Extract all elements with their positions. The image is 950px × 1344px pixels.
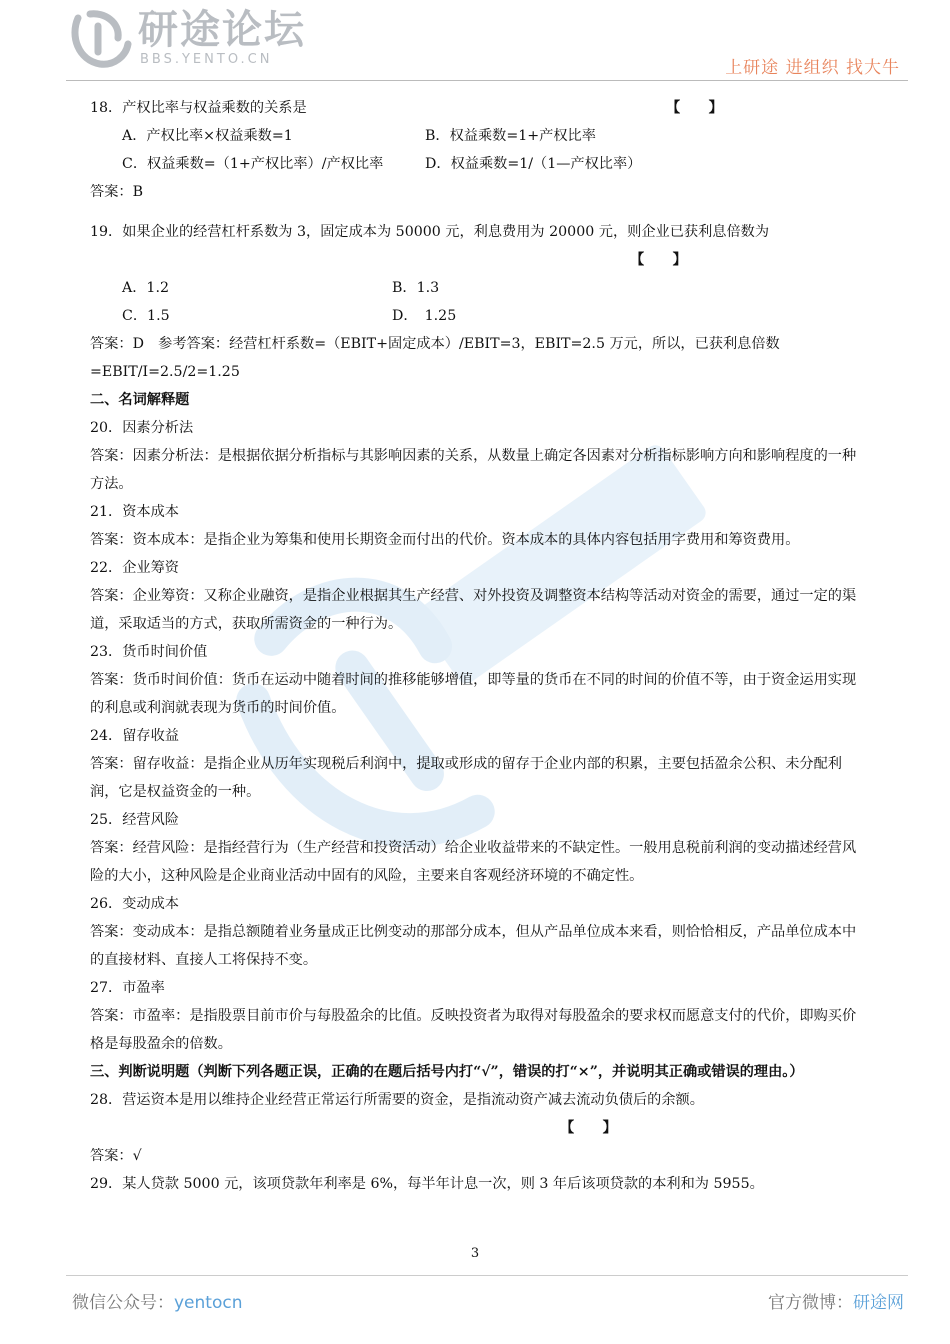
option-b: B．权益乘数=1+产权比率 [425,128,596,144]
term-answer: 答案：因素分析法：是根据依据分析指标与其影响因素的关系，从数量上确定各因素对分析指标影响方向和影响程度的一种方法。 [90,448,857,492]
question-19-options-cd [90,302,860,330]
question-19-answer-line1: 答案：D 参考答案：经营杠杆系数=（EBIT+固定成本）/EBIT=3，EBIT=2.5 万元，所以，已获利息倍数 [90,336,780,352]
logo-subtitle: BBS.YENTO.CN [140,52,273,67]
question-28-bracket: 【 】 [560,1120,617,1136]
term-answer: 答案：市盈率：是指股票目前市价与每股盈余的比值。反映投资者为取得对每股盈余的要求权而愿意支付的代价，即购买价格是每股盈余的倍数。 [90,1008,857,1052]
term-title: 23．货币时间价值 [90,644,208,660]
page-number: 3 [470,1246,480,1261]
term-title: 26．变动成本 [90,896,179,912]
wechat-account: yentocn [174,1293,243,1313]
term-title: 21．资本成本 [90,504,179,520]
wechat-label: 微信公众号： [72,1293,174,1313]
term-answer: 答案：货币时间价值：货币在运动中随着时间的推移能够增值，即等量的货币在不同的时间的价值不等，由于资金运用实现的利息或利润就表现为货币的时间价值。 [90,672,857,716]
question-19-bracket-row [90,246,860,274]
header-slogan: 上研途 进组织 找大牛 [725,58,900,78]
section-2-heading: 二、名词解释题 [90,392,190,408]
option-c: C．权益乘数=（1+产权比率）/产权比率 [122,156,384,172]
question-18-options-cd [90,150,860,178]
weibo-account: 研途网 [853,1293,904,1313]
term-title: 25．经营风险 [90,812,179,828]
question-18-stem [90,94,860,122]
question-19-options-ab [90,274,860,302]
question-28-bracket-row [90,1114,860,1142]
term-title: 27．市盈率 [90,980,165,996]
term-title: 24．留存收益 [90,728,179,744]
question-18-options-ab [90,122,860,150]
logo-title: 研途论坛 [138,7,306,53]
question-19-bracket: 【 】 [630,252,687,268]
option-c: C．1.5 [122,308,170,324]
question-18-answer: 答案：B [90,184,143,200]
option-d: D．权益乘数=1/（1—产权比率） [425,156,642,172]
question-19-answer-line2: =EBIT/I=2.5/2=1.25 [90,364,240,380]
term-answer: 答案：经营风险：是指经营行为（生产经营和投资活动）给企业收益带来的不缺定性。一般用息税前利润的变动描述经营风险的大小，这种风险是企业商业活动中固有的风险，主要来自客观经济环境的不确定性。 [90,840,857,884]
term-answer: 答案：变动成本：是指总额随着业务量成正比例变动的那部分成本，但从产品单位成本来看，则恰恰相反，产品单位成本中的直接材料、直接人工将保持不变。 [90,924,857,968]
document-body [90,94,860,1198]
question-29-stem: 29．某人贷款 5000 元，该项贷款年利率是 6%，每半年计息一次，则 3 年后该项贷款的本利和为 5955。 [90,1176,764,1192]
option-a: A．1.2 [122,280,169,296]
header-divider [66,80,908,81]
question-19-stem: 19．如果企业的经营杠杆系数为 3，固定成本为 50000 元，利息费用为 20000 元，则企业已获利息倍数为 [90,224,770,240]
question-28-answer: 答案：√ [90,1148,142,1164]
term-answer: 答案：资本成本：是指企业为筹集和使用长期资金而付出的代价。资本成本的具体内容包括用字费用和筹资费用。 [90,532,800,548]
footer-wechat [72,1288,242,1313]
term-title: 20．因素分析法 [90,420,194,436]
question-18-bracket: 【 】 [666,100,723,116]
option-d: D． 1.25 [392,308,457,324]
term-answer: 答案：留存收益：是指企业从历年实现税后利润中，提取或形成的留存于企业内部的积累，主要包括盈余公积、未分配利润，它是权益资金的一种。 [90,756,842,800]
option-a: A．产权比率×权益乘数=1 [122,128,293,144]
option-b: B．1.3 [392,280,440,296]
yento-logo-icon [68,8,132,70]
question-28-stem: 28．营运资本是用以维持企业经营正常运行所需要的资金，是指流动资产减去流动负债后的余额。 [90,1092,704,1108]
page-header [0,0,950,82]
section-3-heading: 三、判断说明题（判断下列各题正误，正确的在题后括号内打“√”，错误的打“×”，并说明其正确或错误的理由。） [90,1064,804,1080]
term-answer: 答案：企业筹资：又称企业融资，是指企业根据其生产经营、对外投资及调整资本结构等活动对资金的需要，通过一定的渠道，采取适当的方式，获取所需资金的一种行为。 [90,588,857,632]
footer-weibo [768,1288,904,1313]
question-18-text: 18．产权比率与权益乘数的关系是 [90,100,307,116]
term-title: 22．企业筹资 [90,560,179,576]
weibo-label: 官方微博： [768,1293,853,1313]
footer-divider [66,1275,908,1276]
